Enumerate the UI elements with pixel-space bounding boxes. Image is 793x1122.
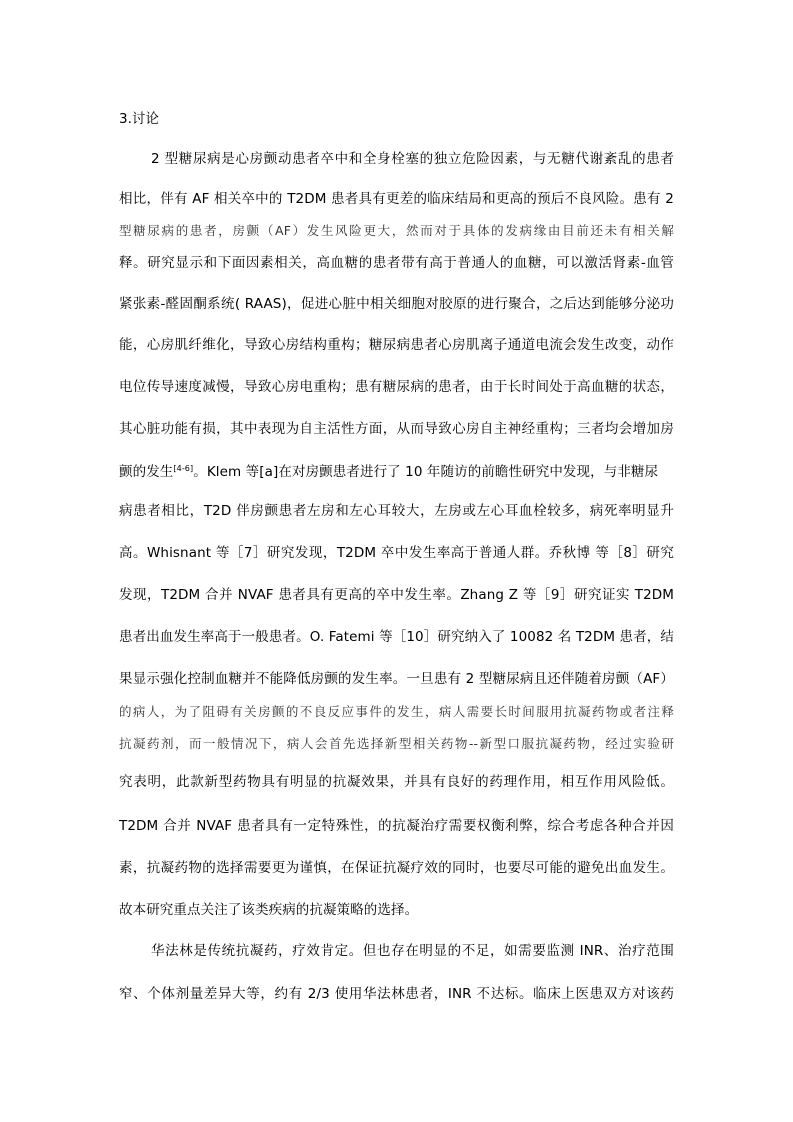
text-line: 故本研究重点关注了该类疾病的抗凝策略的选择。: [119, 902, 419, 918]
text-line: 其心脏功能有损，其中表现为自主活性方面，从而导致心房自主神经重构；三者均会增加房: [119, 421, 674, 437]
section-heading: 3.讨论: [119, 111, 159, 127]
text-line: 相比，伴有 AF 相关卒中的 T2DM 患者具有更差的临床结局和更高的预后不良风险。患有 2: [119, 191, 674, 207]
text-line: 患者出血发生率高于一般患者。O. Fatemi 等［10］研究纳入了 10082 名 T2DM 患者，结: [119, 629, 674, 645]
text-fragment: 。Klem 等[a]在对房颤患者进行了 10 年随访的前瞻性研究中发现，与非糖尿: [193, 464, 659, 480]
text-line: 型糖尿病的患者，房颤（AF）发生风险更大，然而对于具体的发病缘由目前还未有相关解: [119, 223, 674, 238]
text-line: [119, 460, 674, 481]
text-line: 紧张素-醛固酮系统( RAAS)，促进心脏中相关细胞对胶原的进行聚合，之后达到能够分泌功: [119, 296, 674, 312]
text-line: 病患者相比，T2D 伴房颤患者左房和左心耳较大，左房或左心耳血栓较多，病死率明显升: [119, 503, 674, 519]
text-line: 能，心房肌纤维化，导致心房结构重构；糖尿病患者心房肌离子通道电流会发生改变，动作: [119, 337, 674, 353]
text-line: 高。Whisnant 等［7］研究发现，T2DM 卒中发生率高于普通人群。乔秋博 等［8］研究: [119, 545, 674, 561]
text-line: 电位传导速度减慢，导致心房电重构；患有糖尿病的患者，由于长时间处于高血糖的状态，: [119, 379, 674, 395]
text-line: 释。研究显示和下面因素相关，高血糖的患者带有高于普通人的血糖，可以激活肾素-血管: [119, 255, 674, 271]
text-line: 抗凝药剂，而一般情况下，病人会首先选择新型相关药物--新型口服抗凝药物，经过实验研: [119, 736, 674, 751]
text-fragment: 颤的发生: [119, 464, 174, 480]
text-line: 2 型糖尿病是心房颤动患者卒中和全身栓塞的独立危险因素，与无糖代谢紊乱的患者: [151, 151, 674, 167]
citation-superscript: [4-6]: [173, 464, 194, 473]
text-line: 素，抗凝药物的选择需要更为谨慎，在保证抗凝疗效的同时，也要尽可能的避免出血发生。: [119, 860, 674, 876]
text-line: 华法林是传统抗凝药，疗效肯定。但也存在明显的不足，如需要监测 INR、治疗范围: [151, 943, 674, 959]
text-line: 的病人，为了阻碍有关房颤的不良反应事件的发生，病人需要长时间服用抗凝药物或者注释: [119, 704, 674, 719]
text-line: 发现，T2DM 合并 NVAF 患者具有更高的卒中发生率。Zhang Z 等［9］研究证实 T2DM: [119, 587, 674, 603]
text-line: 果显示强化控制血糖并不能降低房颤的发生率。一旦患有 2 型糖尿病且还伴随着房颤（AF）: [119, 671, 674, 687]
text-line: T2DM 合并 NVAF 患者具有一定特殊性，的抗凝治疗需要权衡利弊，综合考虑各种合并因: [119, 818, 674, 834]
text-line: 窄、个体剂量差异大等，约有 2/3 使用华法林患者，INR 不达标。临床上医患双方对该药: [119, 986, 674, 1002]
text-line: 究表明，此款新型药物具有明显的抗凝效果，并具有良好的药理作用，相互作用风险低。: [119, 774, 674, 790]
